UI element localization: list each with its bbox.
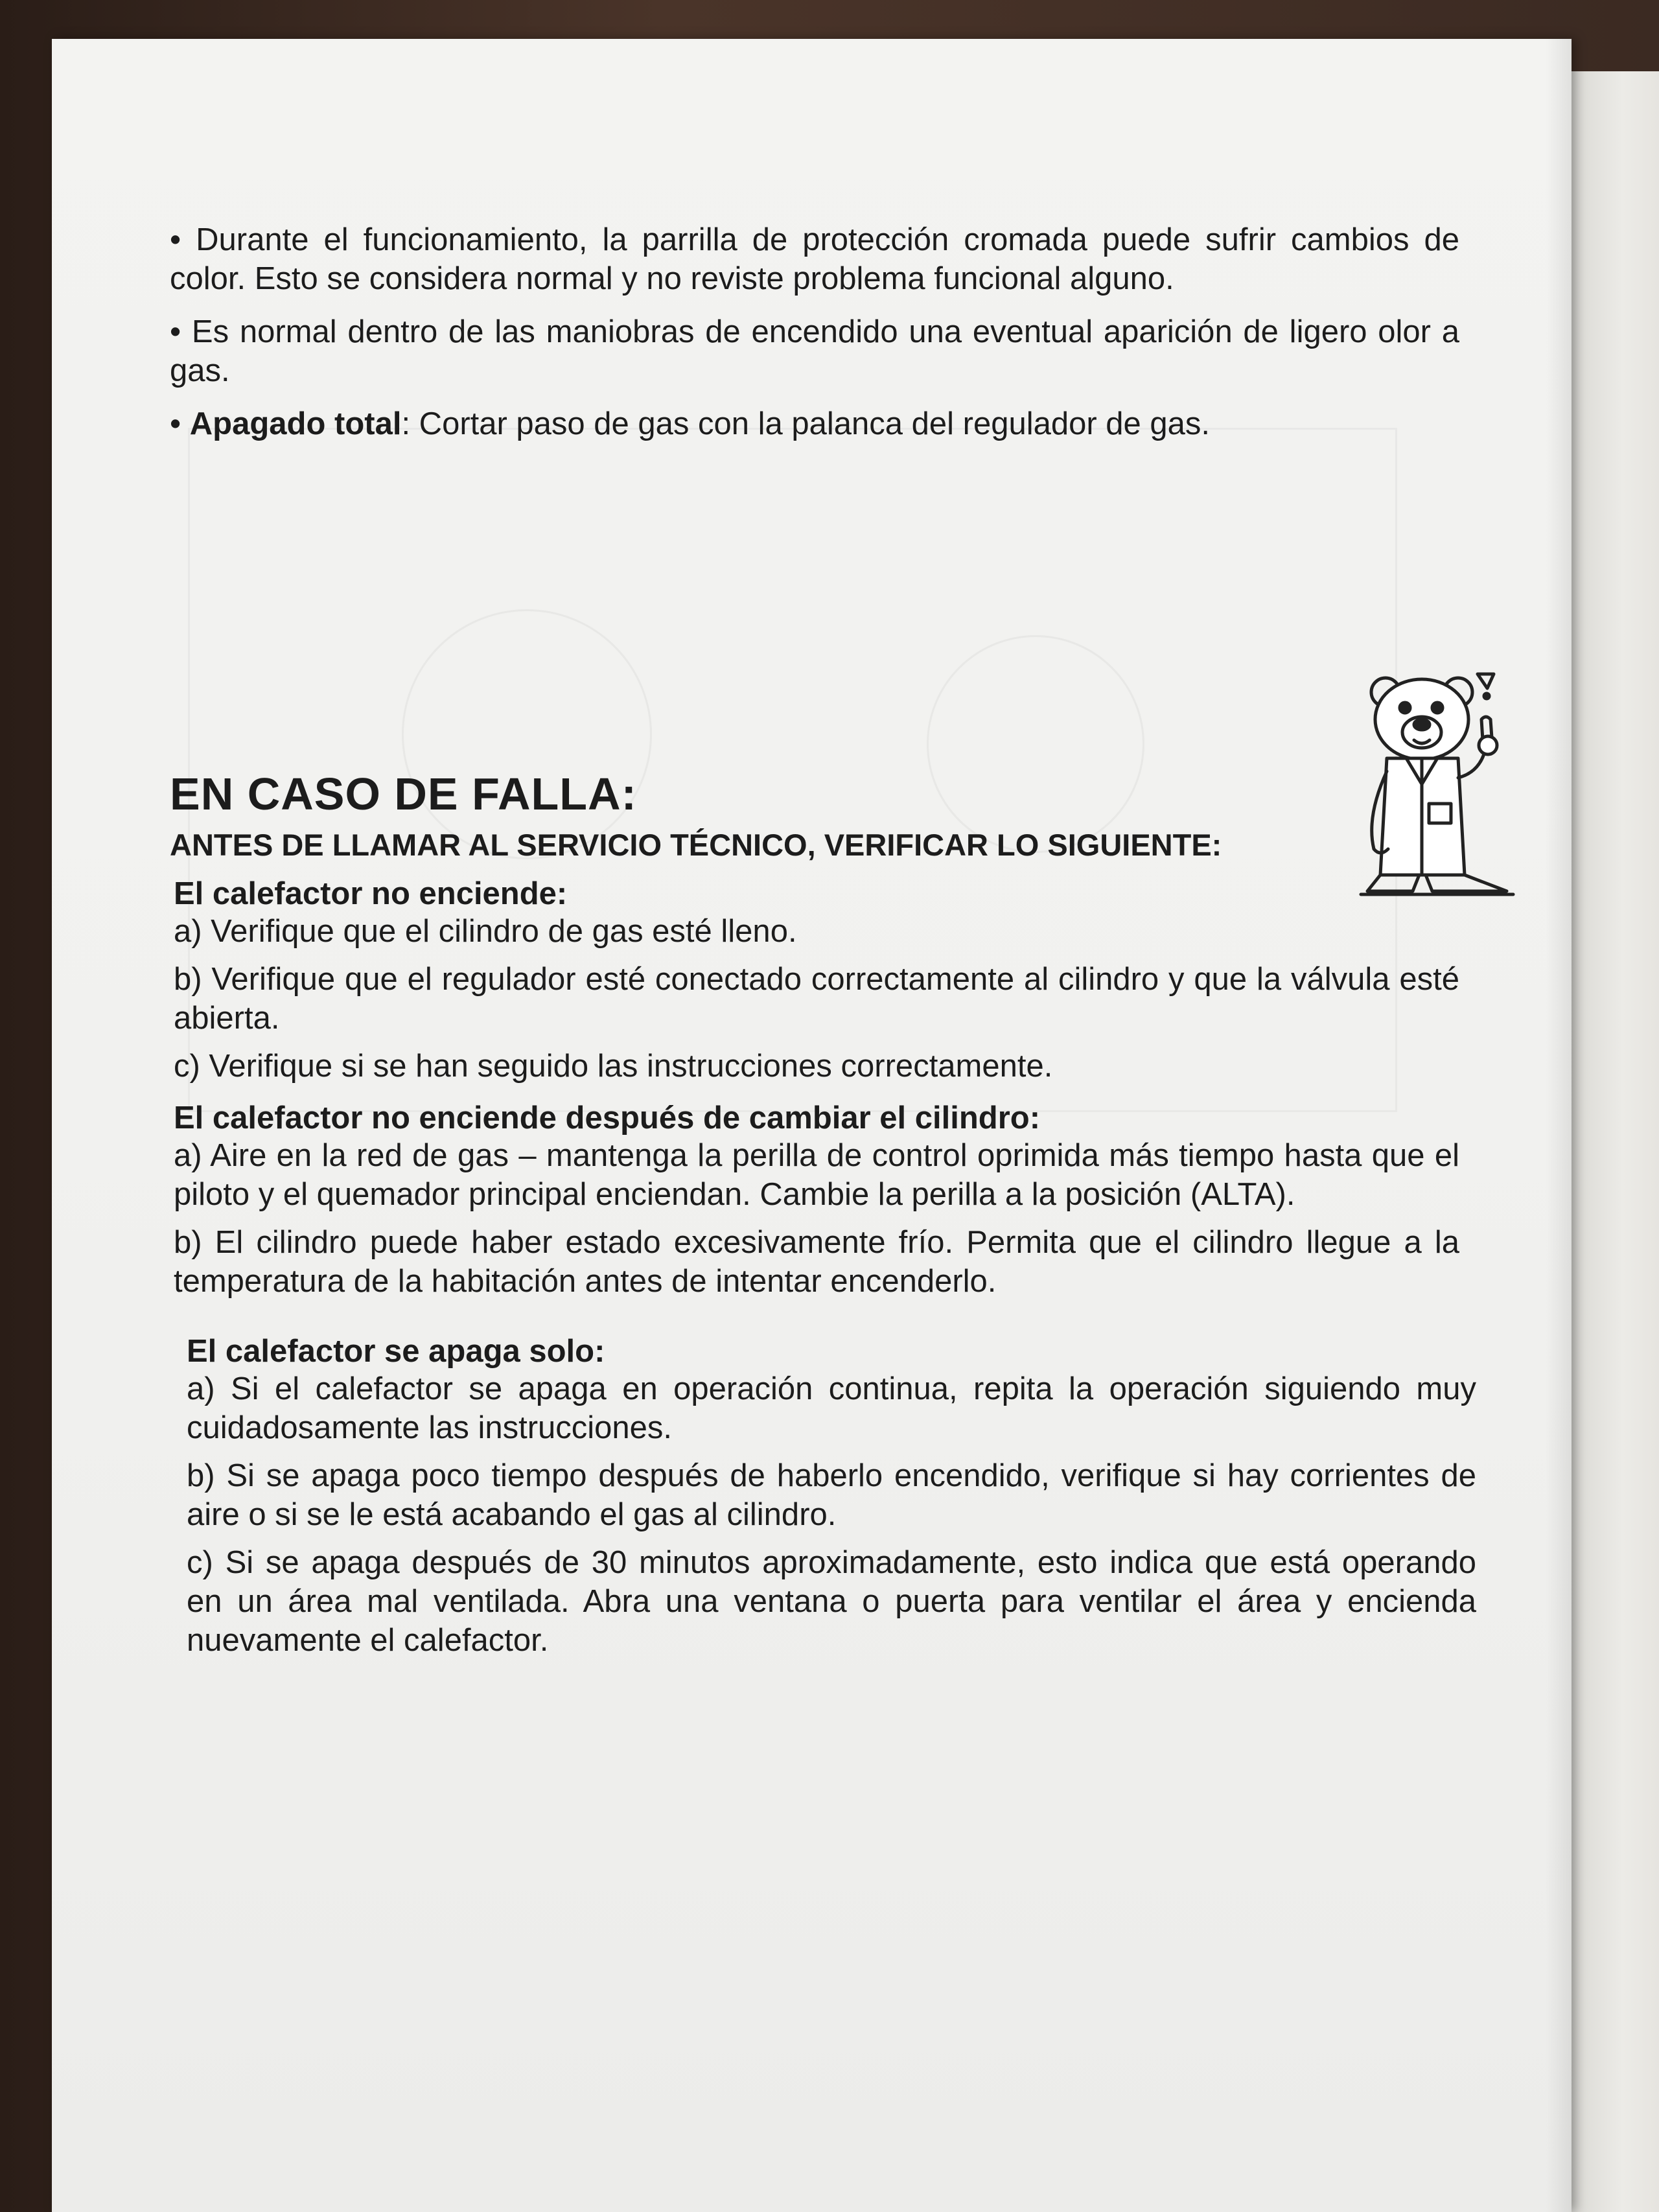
bullet-bold-text: Apagado total xyxy=(189,406,402,441)
falla-section xyxy=(170,768,1476,1669)
page-fold-shadow xyxy=(1546,39,1572,2212)
fault-group-no-enciende xyxy=(174,876,1459,1086)
fault-heading: El calefactor se apaga solo: xyxy=(187,1334,605,1369)
section-title: EN CASO DE FALLA: xyxy=(170,769,637,819)
fault-item: a) Aire en la red de gas – mantenga la perilla de control oprimida más tiempo hasta que el piloto y el quemador principal enciendan. Cambie la perilla a la posición (ALTA). xyxy=(174,1138,1459,1212)
bullet-mark: • xyxy=(170,406,181,441)
manual-page xyxy=(52,39,1572,2212)
bullet-text: Durante el funcionamiento, la parrilla de protección cromada puede sufrir cambios de color. Esto se considera normal y no reviste problema funcional alguno. xyxy=(170,222,1459,296)
fault-heading: El calefactor no enciende: xyxy=(174,876,568,911)
bullet-text: : Cortar paso de gas con la palanca del regulador de gas. xyxy=(401,406,1211,441)
intro-section xyxy=(170,220,1459,458)
fault-item: c) Verifique si se han seguido las instrucciones correctamente. xyxy=(174,1049,1053,1084)
fault-item: c) Si se apaga después de 30 minutos aproximadamente, esto indica que está operando en un área mal ventilada. Abra una ventana o puerta para ventilar el área y encienda nuevamente el calefactor. xyxy=(187,1545,1476,1658)
bullet-item xyxy=(170,220,1459,298)
bullet-item xyxy=(170,404,1459,443)
fault-item: b) El cilindro puede haber estado excesivamente frío. Permita que el cilindro llegue a la temperatura de la habitación antes de intentar encenderlo. xyxy=(174,1225,1459,1299)
bullet-text: Es normal dentro de las maniobras de encendido una eventual aparición de ligero olor a gas. xyxy=(170,314,1459,388)
section-subtitle: ANTES DE LLAMAR AL SERVICIO TÉCNICO, VERIFICAR LO SIGUIENTE: xyxy=(170,828,1222,862)
bullet-mark: • xyxy=(170,314,181,349)
fault-heading: El calefactor no enciende después de cambiar el cilindro: xyxy=(174,1100,1041,1135)
fault-group-apaga-solo xyxy=(187,1333,1476,1660)
adjacent-page xyxy=(1568,71,1659,2212)
bullet-item xyxy=(170,312,1459,390)
fault-item: a) Verifique que el cilindro de gas esté lleno. xyxy=(174,914,797,949)
fault-item: a) Si el calefactor se apaga en operación continua, repita la operación siguiendo muy cuidadosamente las instrucciones. xyxy=(187,1371,1476,1445)
fault-item: b) Verifique que el regulador esté conectado correctamente al cilindro y que la válvula esté abierta. xyxy=(174,962,1459,1036)
fault-group-cambiar-cilindro xyxy=(174,1100,1459,1301)
fault-item: b) Si se apaga poco tiempo después de haberlo encendido, verifique si hay corrientes de aire o si se le está acabando el gas al cilindro. xyxy=(187,1458,1476,1532)
bullet-mark: • xyxy=(170,222,181,257)
